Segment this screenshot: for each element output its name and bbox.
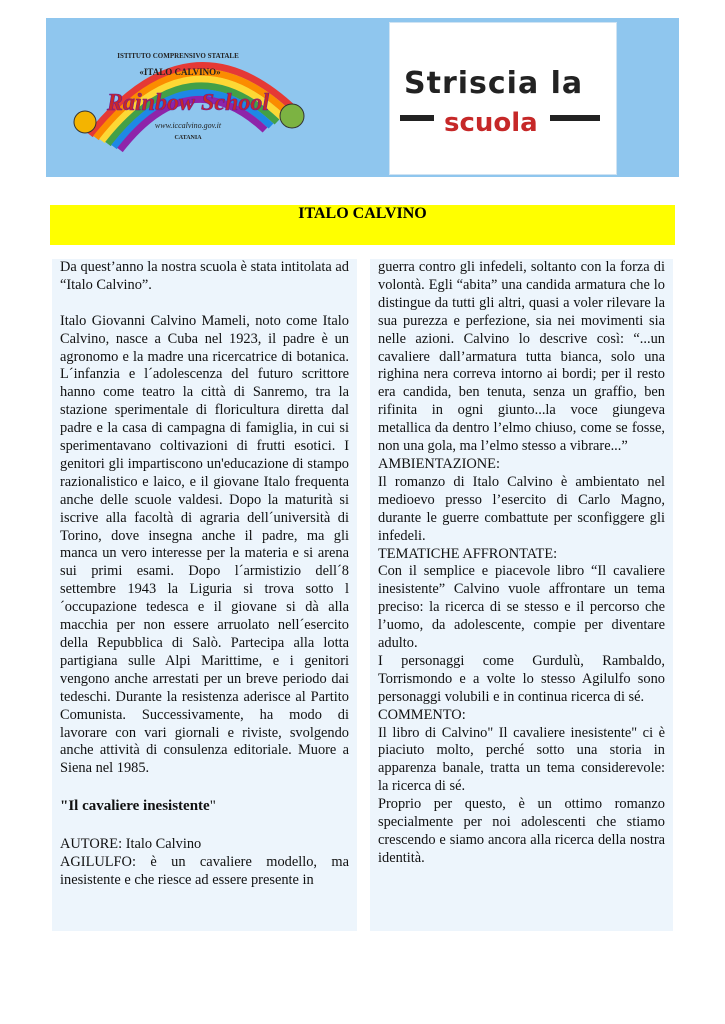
commento-paragraph-1: Il libro di Calvino" Il cavaliere inesistente" ci è piaciuto molto, perché sotto una storia in apparenza banale, tratta un tema considerevole: la ricerca di sé.: [378, 724, 665, 795]
biography-paragraph: Italo Giovanni Calvino Mameli, noto come Italo Calvino, nasce a Cuba nel 1923, il padre è un agronomo e la madre una ricercatrice di botanica. L´infanzia e l´adolescenza del futuro scrittore hanno come teatro la città di Sanremo, tra la stazione sperimentale di floricultura diretta dal padre e la casa di campagna di famiglia, in cui si sperimentavano coltivazioni di frutti esotici. I genitori gli impartiscono un'educazione di stampo razionalistico e laico, e il giovane Italo frequenta anche delle scuole valdesi. Dopo la maturità si iscrive alla facoltà di agraria dell´università di Torino, dove insegna anche il padre, ma gli manca un vero interesse per la materia e si arena sui primi esami. Dopo l´armistizio dell´8 settembre 1943 la Liguria si trova sotto l´occupazione tedesca e il giovane si dà alla macchia per non essere arruolato nell´esercito della Repubblica di Salò. Partecipa alla lotta partigiana sulle Alpi Marittime, e i genitori vengono anche arrestati per un breve periodo dai tedeschi. Durante la resistenza aderisce al Partito Comunista. Successivamente, ha modo di lavorare con vari giornali e riviste, svolgendo anche attività di consulenza editoriale. Muore a Siena nel 1985.: [60, 312, 349, 777]
heading-commento: COMMENTO:: [378, 706, 466, 723]
tematiche-paragraph-1: Con il semplice e piacevole libro “Il cavaliere inesistente” Calvino vuole affrontare un tema preciso: la ricerca di se stesso e il percorso che l’uomo, da adolescente, compie per diventare adulto.: [378, 563, 665, 652]
page-title: ITALO CALVINO: [298, 205, 427, 222]
striscia-la-scuola-logo: [389, 22, 617, 175]
logo-url: www.iccalvino.gov.it: [154, 121, 222, 130]
logo-line1: Striscia la: [404, 66, 584, 101]
logo-school-name: «ITALO CALVINO»: [139, 67, 221, 77]
tematiche-paragraph-2: I personaggi come Gurdulù, Rambaldo, Torrismondo e a volte lo stesso Agilulfo sono personaggi volubili e in continua ricerca di sé.: [378, 652, 665, 705]
book-title: [60, 798, 349, 816]
book-title-closing-quote: ": [209, 798, 216, 815]
logo-dash-left: [400, 115, 434, 121]
logo-arc-text: ISTITUTO COMPRENSIVO STATALE: [117, 52, 239, 60]
commento-paragraph-2: Proprio per questo, è un ottimo romanzo specialmente per noi adolescenti che stiamo crescendo e siamo ancora alla ricerca della nostra identità.: [378, 796, 665, 866]
intro-paragraph: Da quest’anno la nostra scuola è stata intitolata ad “Italo Calvino”.: [60, 259, 349, 293]
agilulfo-continued: guerra contro gli infedeli, soltanto con la forza di volontà. Egli “abita” una candida armatura che lo distingue da tutti gli altri, quasi a voler rilevare la sua purezza e perfezione, sia nei movimenti sia nelle azioni. Calvino lo descrive così: “...un cavaliere dall’armatura tutta bianca, solo una righina nera correva intorno ai bordi; per il resto era candida, ben tenuta, senza un graffio, ben rifinita in ogni giunto...la voce giungeva metallica da dentro l’elmo chiuso, come se fosse, non una gola, ma l’elmo stesso a vibrare...”: [378, 259, 665, 455]
logo-city: CATANIA: [174, 135, 202, 141]
title-band: [50, 205, 675, 245]
logo-brand: Rainbow School: [106, 90, 270, 116]
logo-line2: scuola: [444, 108, 538, 138]
school-logo: [70, 30, 320, 160]
author-line: AUTORE: Italo Calvino: [60, 836, 202, 853]
logo-dash-right: [550, 115, 600, 121]
left-column: [52, 259, 357, 931]
rainbow-logo-graphic: [70, 30, 320, 160]
heading-tematiche: TEMATICHE AFFRONTATE:: [378, 545, 558, 562]
agilulfo-paragraph: AGILULFO: è un cavaliere modello, ma inesistente e che riesce ad essere presente in: [60, 854, 349, 888]
right-column: [370, 259, 673, 931]
heading-ambientazione: AMBIENTAZIONE:: [378, 455, 500, 472]
ambientazione-paragraph: Il romanzo di Italo Calvino è ambientato nel medioevo presso l’esercito di Carlo Magno, durante le guerre combattute per sconfiggere gli infedeli.: [378, 473, 665, 544]
book-title-text: "Il cavaliere inesistente: [60, 798, 210, 815]
